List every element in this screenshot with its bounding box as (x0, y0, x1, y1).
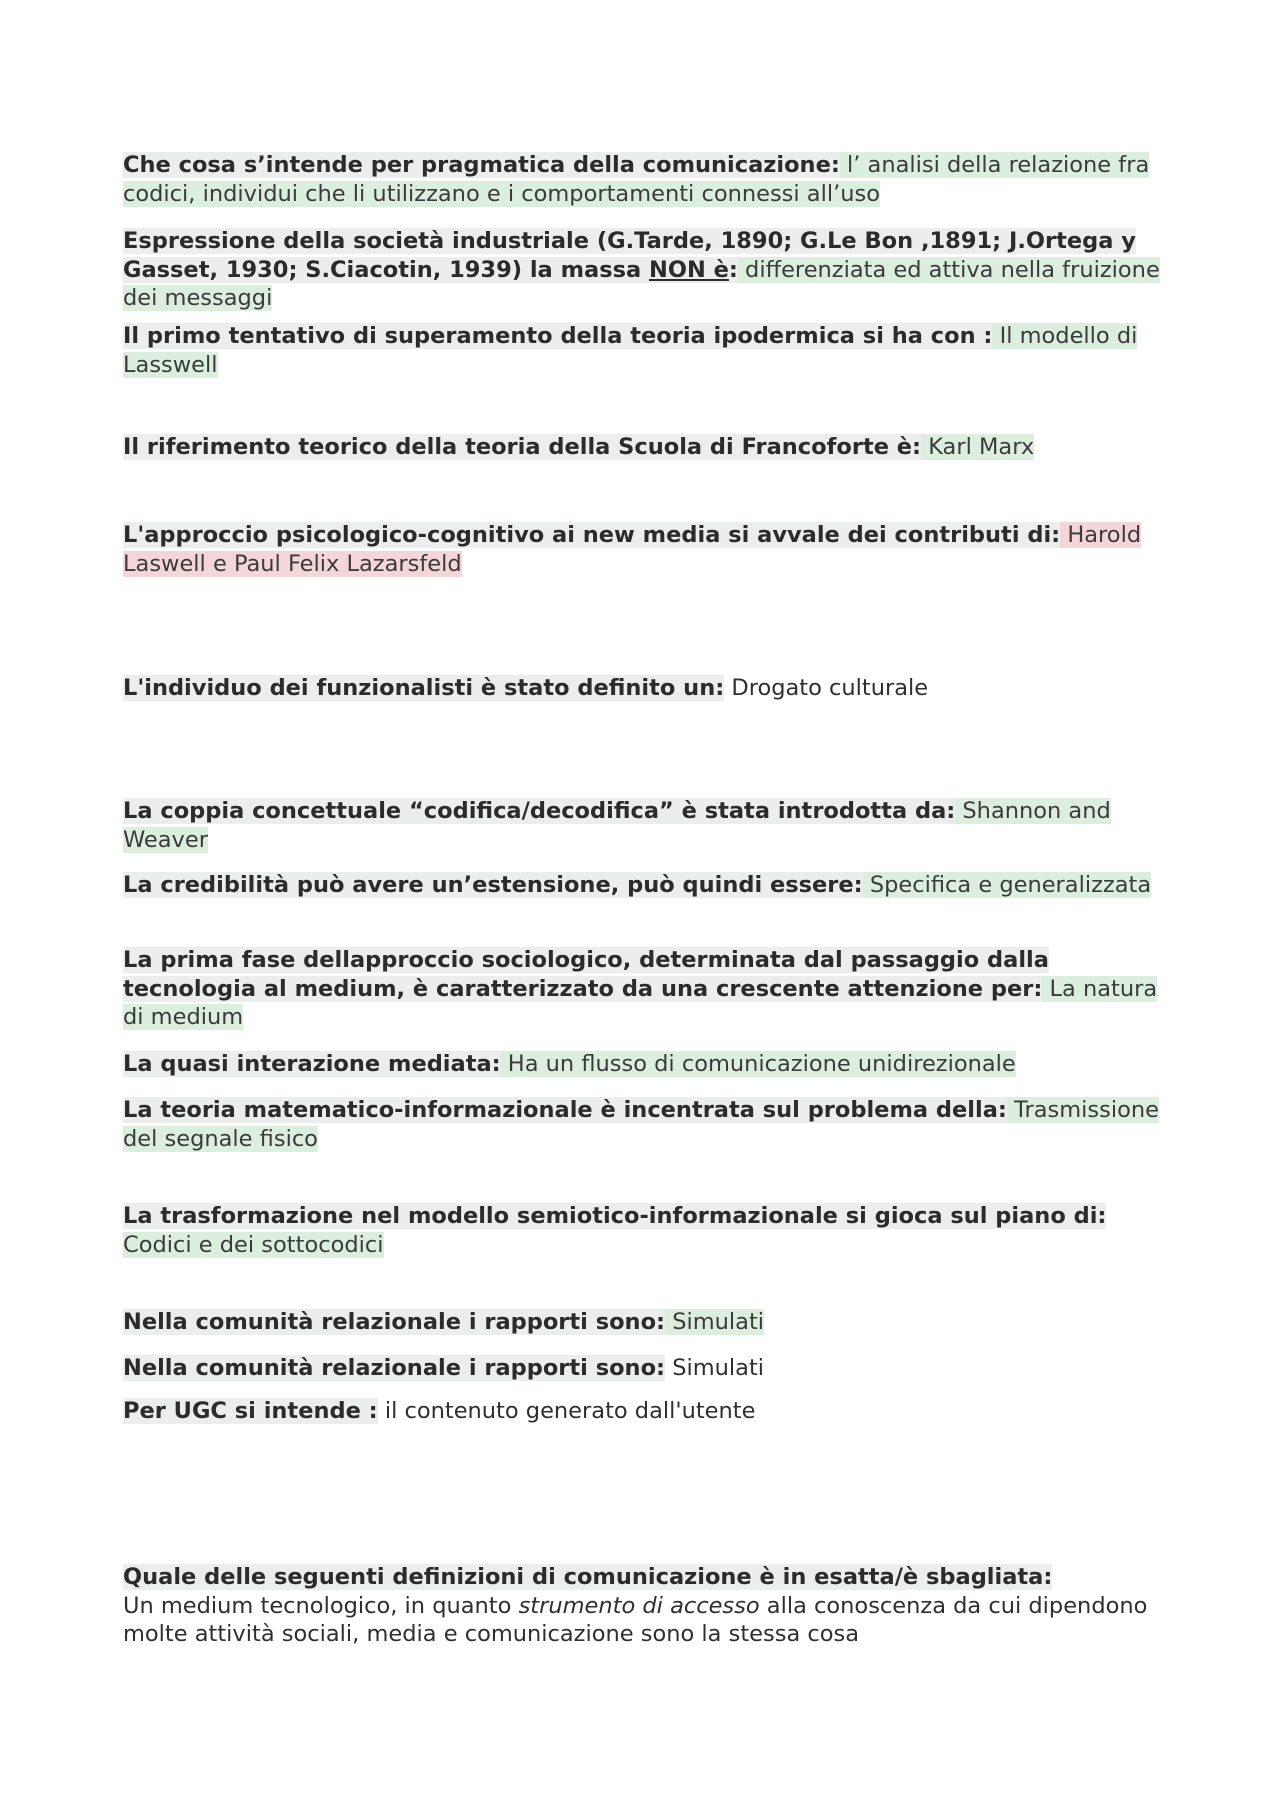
qa-item (123, 227, 1168, 313)
answer: Shannon and Weaver (123, 798, 1111, 853)
emphasis-text: strumento di accesso (518, 1592, 760, 1619)
answer: Drogato culturale (724, 675, 929, 701)
question: L'approccio psicologico-cognitivo ai new media si avvale dei contributi di: (123, 522, 1061, 548)
answer: il contenuto generato dall'utente (377, 1398, 756, 1424)
question: La teoria matematico-informazionale è incentrata sul problema della: (123, 1097, 1007, 1123)
qa-item (123, 1050, 1168, 1079)
question: Espressione della società industriale (G.Tarde, 1890; G.Le Bon ,1891; J.Ortega y Gasset, 1930; S.Ciacotin, 1939) la massa NON è: (123, 228, 1136, 283)
answer: l’ analisi della relazione fra codici, individui che li utilizzano e i comportamenti connessi all’uso (123, 152, 1150, 207)
answer-wrong: Harold Laswell e Paul Felix Lazarsfeld (123, 522, 1142, 577)
answer: Simulati (665, 1355, 765, 1381)
question: Il riferimento teorico della teoria della Scuola di Francoforte è: (123, 434, 922, 460)
qa-item (123, 1354, 1168, 1383)
question: La quasi interazione mediata: (123, 1051, 501, 1077)
question: L'individuo dei funzionalisti è stato definito un: (123, 675, 725, 701)
qa-item (123, 871, 1168, 900)
answer: Specifica e generalizzata (862, 872, 1152, 898)
answer: Il modello di Lasswell (123, 323, 1138, 378)
qa-item (123, 674, 1168, 703)
qa-item (123, 1096, 1168, 1153)
question: Nella comunità relazionale i rapporti sono: (123, 1309, 666, 1335)
qa-item (123, 151, 1168, 208)
answer: differenziata ed attiva nella fruizione dei messaggi (123, 256, 1160, 311)
question: Che cosa s’intende per pragmatica della comunicazione: (123, 152, 840, 178)
qa-item (123, 433, 1168, 462)
answer: Ha un flusso di comunicazione unidirezionale (500, 1051, 1016, 1077)
question: La prima fase dellapproccio sociologico, determinata dal passaggio dalla tecnologia al medium, è caratterizzato da una crescente attenzione per: (123, 947, 1049, 1002)
answer: La natura di medium (123, 975, 1158, 1030)
question: Nella comunità relazionale i rapporti sono: (123, 1355, 666, 1381)
emphasis-not: NON è (649, 256, 729, 283)
answer: Trasmissione del segnale fisico (123, 1097, 1159, 1152)
qa-item (123, 1563, 1168, 1649)
qa-item (123, 797, 1168, 854)
answer: Karl Marx (921, 434, 1035, 460)
question: Quale delle seguenti definizioni di comunicazione è in esatta/è sbagliata: (123, 1564, 1053, 1590)
answer: Un medium tecnologico, in quanto strumento di accesso alla conoscenza da cui dipendono molte attività sociali, media e comunicazione sono la stessa cosa (123, 1592, 1148, 1647)
qa-item (123, 521, 1168, 578)
question: Il primo tentativo di superamento della teoria ipodermica si ha con : (123, 323, 993, 349)
qa-item (123, 1308, 1168, 1337)
qa-item (123, 1397, 1168, 1426)
question: La trasformazione nel modello semiotico-informazionale si gioca sul piano di: (123, 1203, 1107, 1229)
question: La credibilità può avere un’estensione, può quindi essere: (123, 872, 863, 898)
answer: Simulati (665, 1309, 765, 1335)
question: Per UGC si intende : (123, 1398, 378, 1424)
qa-item (123, 322, 1168, 379)
qa-item (123, 946, 1168, 1032)
qa-item (123, 1202, 1168, 1259)
answer: Codici e dei sottocodici (123, 1231, 384, 1258)
question: La coppia concettuale “codifica/decodifica” è stata introdotta da: (123, 798, 956, 824)
